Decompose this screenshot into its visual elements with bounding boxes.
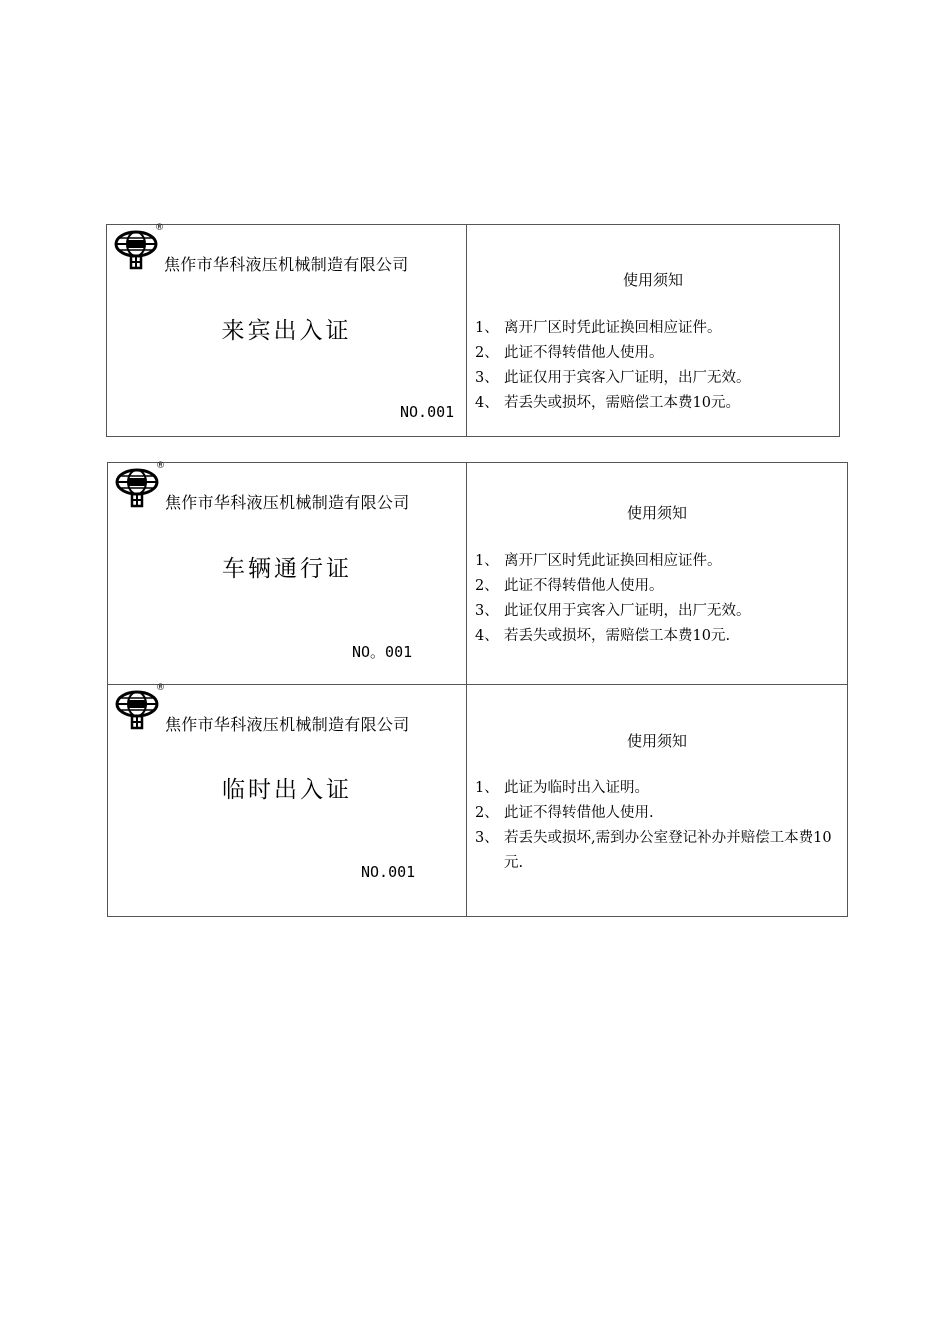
rule-number: 1、: [475, 780, 499, 796]
rule-item: [475, 316, 835, 341]
rule-text: 若丢失或损坏,需到办公室登记补办并赔偿工本费10元.: [504, 830, 832, 871]
rule-text: 若丢失或损坏，需赔偿工本费10元。: [504, 395, 740, 411]
rule-item: [475, 801, 843, 826]
notice-heading: 使用须知: [626, 504, 687, 522]
registered-mark: ®: [156, 461, 165, 471]
rule-text: 若丢失或损坏，需赔偿工本费10元.: [504, 628, 731, 644]
usage-notice: [467, 225, 839, 436]
rule-item: [475, 826, 843, 876]
rule-item: [475, 391, 835, 416]
rule-number: 1、: [475, 553, 499, 569]
notice-heading: 使用须知: [622, 271, 683, 289]
visitor-pass-card: [106, 224, 840, 437]
registered-mark: ®: [155, 223, 164, 233]
company-name: 焦作市华科液压机械制造有限公司: [165, 493, 410, 512]
rules-list: [475, 549, 843, 649]
pass-table: [107, 462, 848, 917]
rules-list: [475, 776, 843, 876]
notice-heading: 使用须知: [626, 732, 687, 750]
pass-front: [107, 225, 467, 436]
rule-text: 此证为临时出入证明。: [504, 780, 649, 796]
rule-number: 4、: [475, 628, 499, 644]
rule-number: 2、: [475, 345, 499, 361]
pass-front: [108, 685, 467, 916]
rule-number: 3、: [475, 830, 499, 846]
rule-number: 2、: [475, 578, 499, 594]
rule-item: [475, 341, 835, 366]
pass-number: NO.001: [361, 863, 416, 881]
rule-text: 此证仅用于宾客入厂证明，出厂无效。: [504, 370, 751, 386]
rule-item: [475, 624, 843, 649]
pass-title: 来宾出入证: [221, 318, 352, 344]
usage-notice: [467, 463, 847, 685]
pass-front: [108, 463, 467, 685]
pass-title: 临时出入证: [222, 777, 352, 803]
registered-mark: ®: [156, 683, 165, 693]
rule-text: 离开厂区时凭此证换回相应证件。: [504, 320, 722, 336]
rule-text: 此证仅用于宾客入厂证明，出厂无效。: [504, 603, 751, 619]
pass-title: 车辆通行证: [222, 556, 352, 582]
rule-text: 此证不得转借他人使用。: [504, 345, 664, 361]
rule-text: 此证不得转借他人使用.: [504, 805, 654, 821]
rule-number: 3、: [475, 370, 499, 386]
rule-item: [475, 574, 843, 599]
pass-number: NO。001: [352, 643, 413, 661]
rules-list: [475, 316, 835, 416]
rule-number: 2、: [475, 805, 499, 821]
rule-item: [475, 366, 835, 391]
rule-text: 离开厂区时凭此证换回相应证件。: [504, 553, 722, 569]
rule-number: 3、: [475, 603, 499, 619]
rule-number: 1、: [475, 320, 499, 336]
rule-item: [475, 776, 843, 801]
temporary-pass-card: [108, 685, 847, 916]
usage-notice: [467, 685, 847, 916]
company-name: 焦作市华科液压机械制造有限公司: [165, 715, 410, 734]
vehicle-pass-card: [108, 463, 847, 685]
company-name: 焦作市华科液压机械制造有限公司: [164, 255, 409, 274]
rule-number: 4、: [475, 395, 499, 411]
rule-item: [475, 549, 843, 574]
rule-text: 此证不得转借他人使用。: [504, 578, 664, 594]
pass-number: NO.001: [400, 403, 455, 421]
rule-item: [475, 599, 843, 624]
